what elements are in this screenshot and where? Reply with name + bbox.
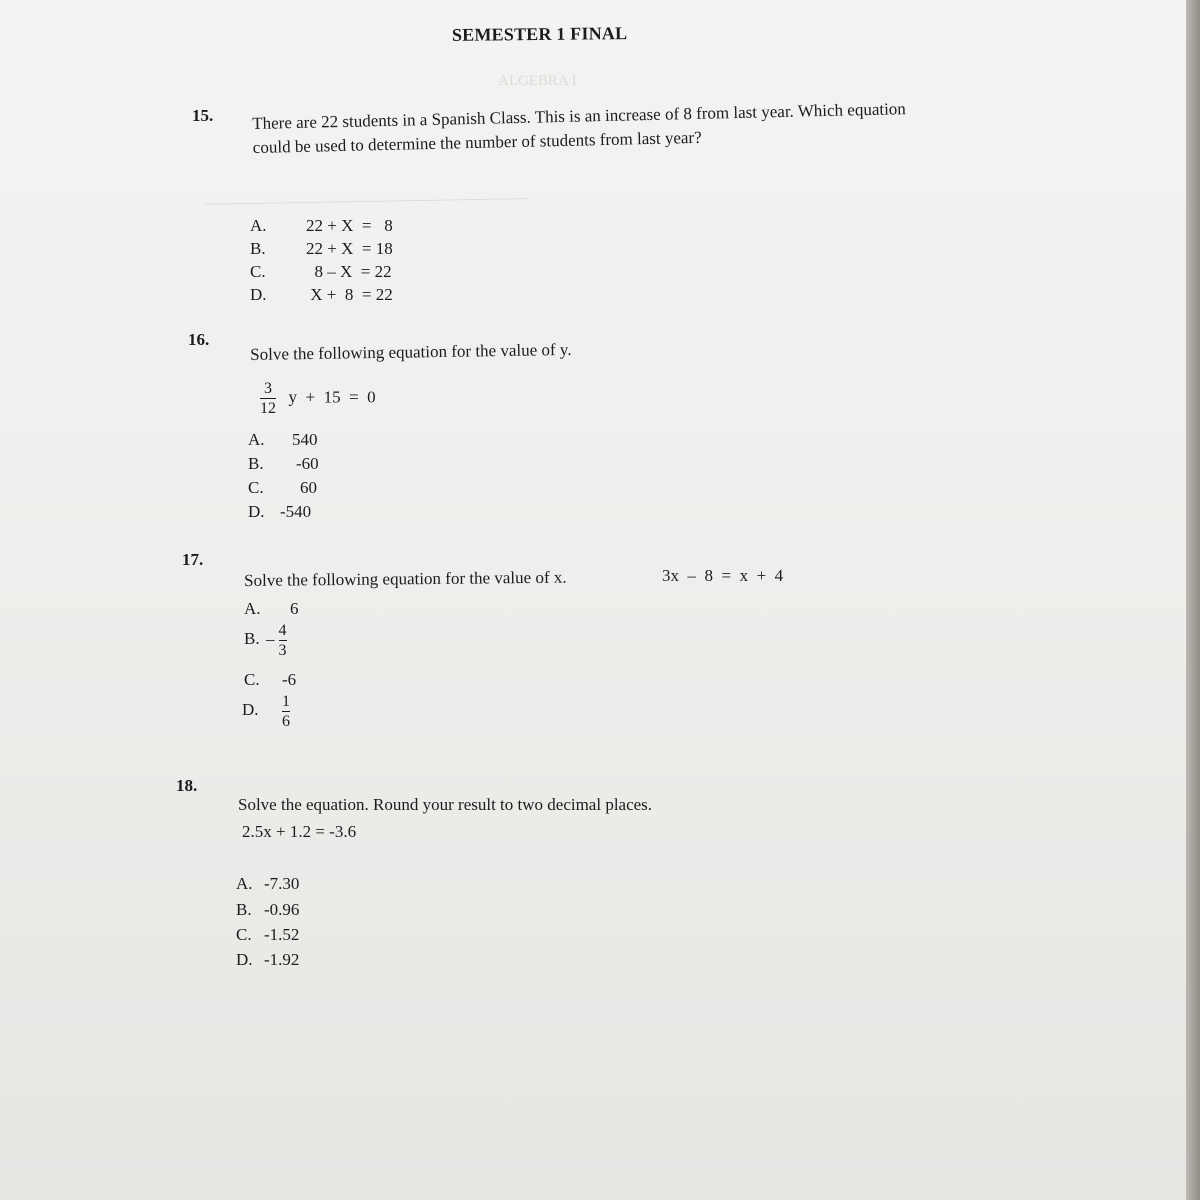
choice-value: -7.30 [264,874,300,893]
choice-d[interactable] [236,948,299,972]
choice-label: A. [244,599,261,618]
question-text: Solve the equation. Round your result to two decimal places. [238,795,653,814]
fraction-bar [279,640,287,641]
choice-label: B. [250,239,266,258]
choice-d[interactable] [242,693,294,730]
question-number: 17. [182,550,204,569]
equation: 2.5x + 1.2 = -3.6 [242,822,357,841]
equation-rest: y + 15 = 0 [284,387,376,407]
fraction-bar [282,711,290,712]
question-text: Solve the following equation for the value of x. [244,567,567,590]
minus-sign: – [266,629,275,649]
fraction-denominator: 12 [260,400,276,417]
question-number: 16. [188,330,210,349]
choice-label: A. [250,216,267,235]
question-text: There are 22 students in a Spanish Class. This is an increase of 8 from last year. Which equation could be used to determine the number of students from last year? [252,99,907,157]
choice-label: A. [236,874,253,893]
choice-value: 60 [300,478,317,497]
choice-c[interactable] [250,260,392,284]
choice-label: D. [250,285,267,304]
choice-value: -0.96 [264,900,300,919]
choice-a[interactable] [236,872,299,896]
choice-label: C. [250,262,266,281]
fraction-numerator: 1 [282,693,290,710]
fraction-bar [260,398,276,399]
choice-value: 22 + X = 18 [306,239,393,258]
page-edge [1186,0,1200,1200]
choice-label: A. [248,430,265,449]
equation: 3x – 8 = x + 4 [662,566,784,585]
choice-label: C. [244,670,260,689]
fraction-numerator: 3 [264,380,272,397]
choice-label: B. [244,629,260,649]
choice-c[interactable] [248,476,317,500]
choice-value: X + 8 = 22 [306,285,393,304]
choice-value: 8 – X = 22 [306,262,392,281]
choice-c[interactable] [244,668,296,692]
choice-label: B. [248,454,264,473]
bleed-through-text: ______________________________________ [204,181,529,207]
choice-b[interactable] [250,237,393,261]
choice-value: 540 [292,430,318,449]
choice-label: D. [248,502,265,521]
question-text: Solve the following equation for the value of y. [250,339,572,364]
page-title: SEMESTER 1 FINAL [451,23,628,45]
choice-d[interactable] [248,500,311,524]
choice-label: C. [248,478,264,497]
choice-b[interactable] [236,898,299,922]
choice-c[interactable] [236,923,299,947]
fraction [282,693,290,730]
choice-label: D. [236,950,253,969]
choice-value: -540 [280,502,312,521]
fraction [260,380,276,417]
choice-b[interactable] [248,452,319,476]
choice-value: -6 [282,670,297,689]
fraction [279,622,287,659]
question-number: 15. [192,106,214,125]
choice-d[interactable] [250,283,393,307]
choice-b[interactable] [244,622,291,659]
choice-label: C. [236,925,252,944]
question-number: 18. [176,776,198,795]
bleed-through-heading: ALGEBRA I [498,73,577,89]
choice-value: -1.92 [264,950,300,969]
fraction-numerator: 4 [278,622,287,639]
choice-a[interactable] [250,214,393,238]
choice-a[interactable] [248,428,318,452]
choice-label: D. [242,700,259,720]
fraction-denominator: 3 [278,642,287,659]
choice-value: -1.52 [264,925,300,944]
choice-value: 22 + X = 8 [306,216,393,235]
choice-a[interactable] [244,597,299,621]
equation [256,380,376,417]
choice-value: 6 [290,599,299,618]
choice-value: -60 [296,454,319,473]
fraction-denominator: 6 [282,713,290,730]
choice-label: B. [236,900,252,919]
